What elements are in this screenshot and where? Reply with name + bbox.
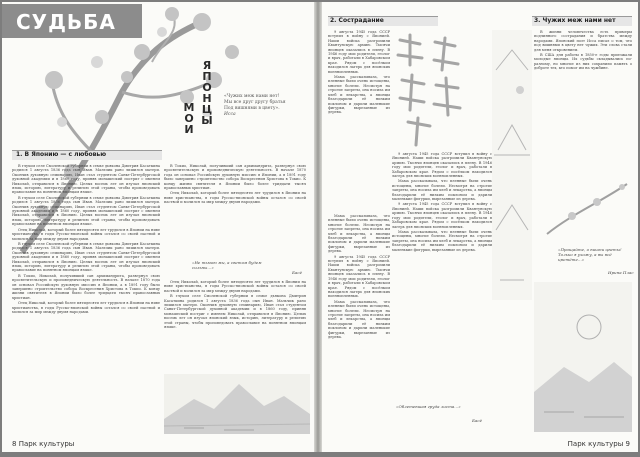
folio <box>568 440 630 448</box>
right-column-0 <box>328 214 390 429</box>
pull-quote: «Не тьмою мы, а светом будем сильны…» <box>192 260 262 270</box>
folio <box>12 440 74 448</box>
left-pull-quote: «Облетевшая груда листа…» <box>396 404 461 409</box>
section-title-1: 1. В Японию — с любовью <box>16 151 107 158</box>
spine <box>314 2 322 452</box>
vertical-title-yapontsy-text: ЯПОНЦЫ <box>201 59 213 127</box>
paragraph: В глухом селе Смоленской губернии в семье дьякона Дмитрия Касаткина родился 1 августа 1836 года сын Иван. Мальчик рано лишился матери. Окончив духовную семинарию, Иван стал студентом Санкт-Петербургской духовной академии и в 1860 году, приняв монашеский постриг с именем Николай, отправился в Японию. Целых восемь лет он изучал японский язык, историю, литературу и религию этой страны, чтобы проповедовать православие на понятном японцам языке. <box>164 294 306 330</box>
left-column-3 <box>164 280 306 370</box>
calligraphy-illustration <box>390 30 470 150</box>
paragraph: В глухом селе Смоленской губернии в семье дьякона Дмитрия Касаткина родился 1 августа 1836 года сын Иван. Мальчик рано лишился матери. Окончив духовную семинарию, Иван стал студентом Санкт-Петербургской духовной академии и в 1860 году, приняв монашеский постриг с именем Николай, отправился в Японию. Целых восемь лет он изучал японский язык, историю, литературу и религию этой страны, чтобы проповедовать православие на понятном японцам языке. <box>12 164 160 195</box>
paragraph: Отец Николай, который более пятидесяти лет трудился в Японии на ниве христианства, в годы Русско-японской войны остался со своей паствой и молился за мир между двумя народами. <box>12 301 160 314</box>
epigraph-line: Под вишнями в цвету». <box>224 106 280 111</box>
paragraph: Отец Николай, который более пятидесяти лет трудился в Японии на ниве христианства, в годы Русско-японской войны остался со своей паствой и молился за мир между двумя народами. <box>164 191 306 205</box>
mountain-sketch <box>164 374 310 434</box>
paragraph: Отец Николай, который более пятидесяти лет трудился в Японии на ниве христианства, в годы Русско-японской войны остался со своей паствой и молился за мир между двумя народами. <box>164 280 306 293</box>
paragraph: 9 августа 1945 года СССР вступил в войну с Японией. Наши войска разгромили Квантунскую армию. Тысячи японцев оказались в плену. В 1946 году мои родители, геолог и врач, работали в Хабаровском крае. Рядом с посёлком находился лагерь для японских военнопленных. <box>328 30 390 74</box>
vertical-title-yapontsy <box>200 60 214 126</box>
right-pull-quote: «Прощайте, о вишни цветы! Только я ухожу, а вы всё цветёте…» <box>558 247 622 262</box>
paragraph: В жизни человечества есть примеры подлинного сострадания и братства между народами. Японский поэт Исса писал о том, что под вишнями в цвету нет чужих. Эти слова стали для меня откровением. <box>534 30 632 52</box>
banner-title: СУДЬБА <box>16 10 116 34</box>
left-quote-signature: Басё <box>472 418 482 423</box>
right-column-3 <box>534 30 632 170</box>
quote-signature: Басё <box>292 270 302 275</box>
right-page <box>322 2 638 452</box>
paragraph: Мама рассказывала, что пленные были очень истощены, многие болели. Несмотря на строгие запреты, она носила им хлеб и лекарства, а японцы благодарили её низким поклоном и дарили маленькие фигурки, вырезанные из дерева. <box>392 179 492 202</box>
folio-label: Парк культуры <box>567 440 624 448</box>
left-column-1 <box>12 164 160 434</box>
paragraph: В глухом селе Смоленской губернии в семье дьякона Дмитрия Касаткина родился 1 августа 1836 года сын Иван. Мальчик рано лишился матери. Окончив духовную семинарию, Иван стал студентом Санкт-Петербургской духовной академии и в 1860 году, приняв монашеский постриг с именем Николай, отправился в Японию. Целых восемь лет он изучал японский язык, историю, литературу и религию этой страны, чтобы проповедовать православие на понятном японцам языке. <box>12 241 160 273</box>
paragraph: В глухом селе Смоленской губернии в семье дьякона Дмитрия Касаткина родился 1 августа 1836 года сын Иван. Мальчик рано лишился матери. Окончив духовную семинарию, Иван стал студентом Санкт-Петербургской духовной академии и в 1860 году, приняв монашеский постриг с именем Николай, отправился в Японию. Целых восемь лет он изучал японский язык, историю, литературу и религию этой страны, чтобы проповедовать православие на понятном японцам языке. <box>12 195 160 227</box>
paragraph: Мама рассказывала, что пленные были очень истощены, многие болели. Несмотря на строгие запреты, она носила им хлеб и лекарства, а японцы благодарили её низким поклоном и дарили маленькие фигурки, вырезанные из дерева. <box>392 229 492 252</box>
page-number: 8 <box>12 440 17 448</box>
cherry-branch-sketch <box>542 174 632 244</box>
section-banner <box>2 4 142 38</box>
paragraph: 9 августа 1945 года СССР вступил в войну с Японией. Наши войска разгромили Квантунскую армию. Тысячи японцев оказались в плену. В 1946 году мои родители, геолог и врач, работали в Хабаровском крае. Рядом с посёлком находился лагерь для японских военнопленных. <box>392 202 492 229</box>
paragraph: В Токио, Николай, получивший сан архимандрита, развернул свою просветительскую и проповедническую деятельность. В начале 1870 года он основал Российскую духовную миссию в Японии, а в 1891 году было завершено строительство собора Воскресения Христова в Токио. К концу жизни святителя в Японии было более тридцати тысяч православных христиан. <box>164 164 306 191</box>
moon-landscape-sketch <box>534 282 632 432</box>
volcano-sketch <box>492 30 532 300</box>
section-title-3: 3. Чужих меж нами нет <box>534 17 616 24</box>
page-number: 9 <box>625 440 630 448</box>
epigraph <box>224 94 310 118</box>
paragraph: Мама рассказывала, что пленные были очень истощены, многие болели. Несмотря на строгие запреты, она носила им хлеб и лекарства, а японцы благодарили её низким поклоном и дарили маленькие фигурки, вырезанные из дерева. <box>328 299 390 339</box>
epigraph-line: «Чужих меж нами нет! <box>224 94 280 99</box>
paragraph: В США для работы в 1850-е годы приезжали молодые японцы. Их судьбы складывались по-разному, но многие из них сохранили память о доброте тех, кто помог им на чужбине. <box>534 53 632 71</box>
left-page <box>2 2 314 452</box>
right-quote-signature: Ирина Плас <box>608 270 634 275</box>
vertical-title-moi <box>183 102 195 135</box>
epigraph-author: Исса <box>224 112 236 117</box>
paragraph: Мама рассказывала, что пленные были очень истощены, многие болели. Несмотря на строгие запреты, она носила им хлеб и лекарства, а японцы благодарили её низким поклоном и дарили маленькие фигурки, вырезанные из дерева. <box>328 75 390 115</box>
paragraph: 9 августа 1945 года СССР вступил в войну с Японией. Наши войска разгромили Квантунскую армию. Тысячи японцев оказались в плену. В 1946 году мои родители, геолог и врач, работали в Хабаровском крае. Рядом с посёлком находился лагерь для японских военнопленных. <box>392 152 492 179</box>
folio-label: Парк культуры <box>18 440 75 448</box>
paragraph: В Токио, Николай, получивший сан архимандрита, развернул свою просветительскую и проповедническую деятельность. В начале 1870 года он основал Российскую духовную миссию в Японии, а в 1891 году было завершено строительство собора Воскресения Христова в Токио. К концу жизни святителя в Японии было более тридцати тысяч православных христиан. <box>12 273 160 300</box>
right-column-2 <box>392 152 492 442</box>
epigraph-line: Мы все друг другу братья <box>224 100 286 105</box>
vertical-title-moi-text: МОИ <box>183 101 195 136</box>
paragraph: Отец Николай, который более пятидесяти лет трудился в Японии на ниве христианства, в годы Русско-японской войны остался со своей паствой и молился за мир между двумя народами. <box>12 227 160 241</box>
paragraph: Мама рассказывала, что пленные были очень истощены, многие болели. Несмотря на строгие запреты, она носила им хлеб и лекарства, а японцы благодарили её низким поклоном и дарили маленькие фигурки, вырезанные из дерева. <box>328 214 390 254</box>
paragraph: 9 августа 1945 года СССР вступил в войну с Японией. Наши войска разгромили Квантунскую армию. Тысячи японцев оказались в плену. В 1946 году мои родители, геолог и врач, работали в Хабаровском крае. Рядом с посёлком находился лагерь для японских военнопленных. <box>328 254 390 299</box>
left-column-2 <box>164 164 306 256</box>
section-title-2: 2. Сострадание <box>330 17 384 24</box>
right-column-1 <box>328 30 390 210</box>
